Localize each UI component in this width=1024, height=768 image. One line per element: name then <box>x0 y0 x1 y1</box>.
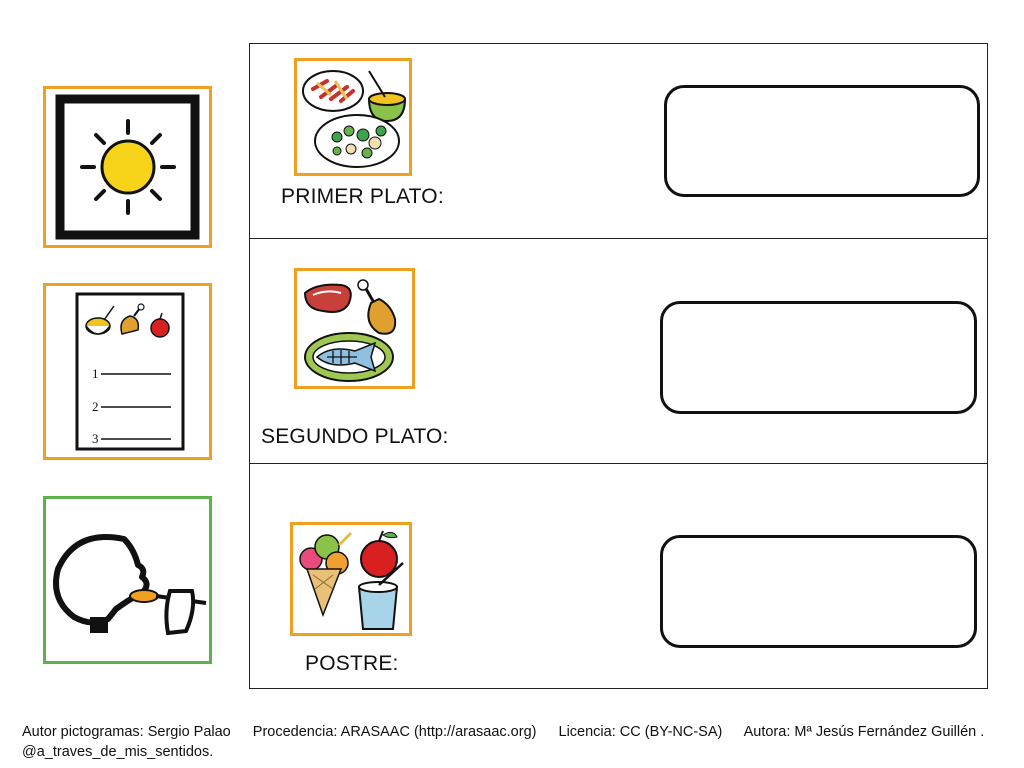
menu-list-icon <box>46 286 209 457</box>
person-eating-icon <box>46 499 209 661</box>
dessert-label: POSTRE: <box>305 652 399 675</box>
second-course-icon <box>294 268 415 389</box>
sun-icon <box>46 89 209 245</box>
eating-pictogram <box>43 496 212 664</box>
menu-num-1: 1 <box>92 366 99 381</box>
dessert-answer-box[interactable] <box>660 535 977 648</box>
license-credit: Licencia: CC (BY-NC-SA) <box>558 724 723 740</box>
dessert-icon <box>290 522 412 636</box>
row-divider <box>250 463 987 464</box>
second-course-answer-box[interactable] <box>660 301 977 414</box>
menu-num-3: 3 <box>92 431 99 446</box>
credits-footer <box>22 722 1012 762</box>
first-course-answer-box[interactable] <box>664 85 980 197</box>
source-credit: Procedencia: ARASAAC (http://arasaac.org) <box>252 724 537 740</box>
first-course-icon <box>294 58 412 176</box>
author-credit: Autor pictogramas: Sergio Palao <box>22 724 231 740</box>
sun-pictogram <box>43 86 212 248</box>
menu-num-2: 2 <box>92 399 99 414</box>
creator-credit: Autora: Mª Jesús Fernández Guillén . @a_traves_de_mis_sentidos. <box>22 724 985 760</box>
row-divider <box>250 238 987 239</box>
second-course-label: SEGUNDO PLATO: <box>261 425 449 448</box>
first-course-label: PRIMER PLATO: <box>281 185 444 208</box>
menu-pictogram <box>43 283 212 460</box>
